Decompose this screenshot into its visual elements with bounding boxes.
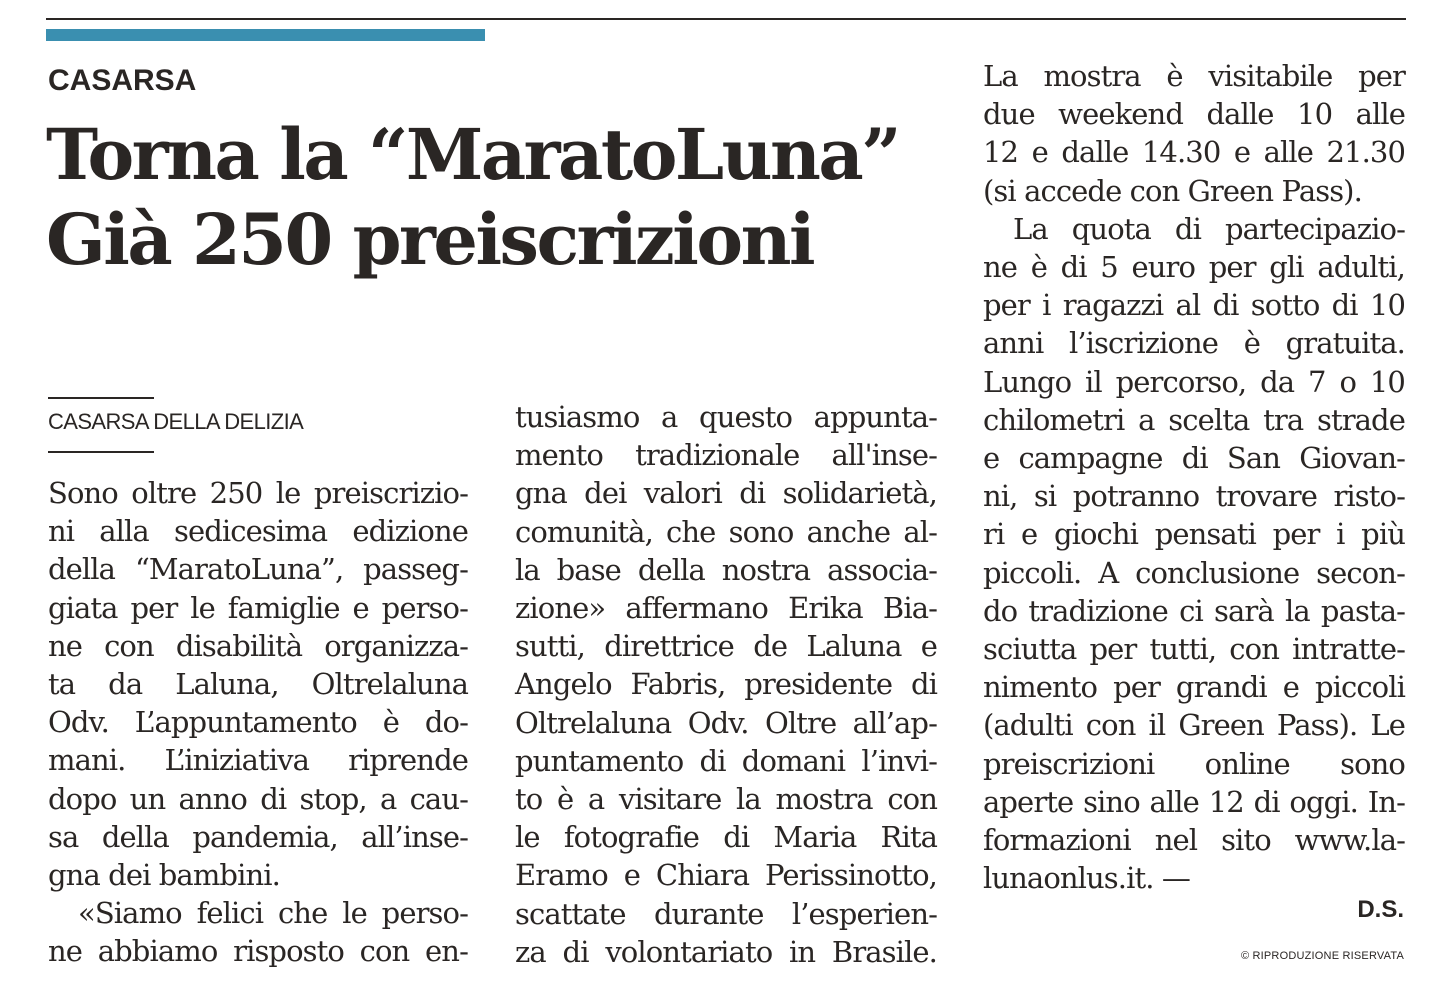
text-line: do tradizione ci sarà la pasta- [983, 593, 1405, 628]
section-kicker: CASARSA [48, 64, 197, 97]
text-line: puntamento di domani l’invi- [515, 743, 937, 778]
dateline-rule-bottom [48, 451, 154, 453]
headline [46, 112, 956, 282]
text-line: ri e giochi pensati per i più [983, 517, 1405, 552]
text-line: La mostra è visitabile per [983, 59, 1405, 93]
text-line: «Siamo felici che le perso- [78, 896, 468, 931]
text-line: dopo un anno di stop, a cau- [48, 781, 468, 816]
text-line: ni, si potranno trovare risto- [983, 479, 1405, 514]
article-column-2 [515, 398, 937, 971]
text-line: ni alla sedicesima edizione [48, 514, 468, 549]
text-line: della “MaratoLuna”, passeg- [48, 552, 468, 587]
text-line: nimento per grandi e piccoli [983, 670, 1405, 705]
text-line: e campagne di San Giovan- [983, 441, 1405, 476]
dateline: CASARSA DELLA DELIZIA [48, 409, 304, 434]
text-line: Oltrelaluna Odv. Oltre all’ap- [515, 705, 937, 740]
text-line: za di volontariato in Brasile. [515, 934, 937, 969]
text-line: (si accede con Green Pass). [983, 173, 1362, 208]
article-column-1 [48, 474, 468, 971]
text-line: ne con disabilità organizza- [48, 628, 468, 663]
text-line: sa della pandemia, all’inse- [48, 819, 468, 854]
top-rule [46, 18, 1406, 20]
text-line: tusiasmo a questo appunta- [515, 400, 937, 434]
text-line: lunaonlus.it. — [983, 861, 1190, 896]
text-line: Odv. L’appuntamento è do- [48, 705, 468, 740]
text-line: piccoli. A conclusione secon- [983, 555, 1405, 590]
text-line: chilometri a scelta tra strade [983, 402, 1405, 437]
text-line: gna dei valori di solidarietà, [515, 476, 937, 511]
text-line: Eramo e Chiara Perissinotto, [515, 858, 937, 893]
dateline-rule-top [48, 397, 154, 399]
text-line: due weekend dalle 10 alle [983, 97, 1405, 132]
article-column-3 [983, 57, 1405, 897]
text-line: scattate durante l’esperien- [515, 896, 937, 931]
text-line: gna dei bambini. [48, 858, 280, 893]
text-line: per i ragazzi al di sotto di 10 [983, 288, 1405, 323]
text-line: (adulti con il Green Pass). Le [983, 708, 1405, 743]
text-line: formazioni nel sito www.la- [983, 823, 1405, 858]
text-line: ne è di 5 euro per gli adulti, [983, 250, 1405, 285]
text-line: mento tradizionale all'inse- [515, 438, 937, 473]
text-line: sciutta per tutti, con intratte- [983, 632, 1405, 667]
text-line: aperte sino alle 12 di oggi. In- [983, 784, 1405, 819]
text-line: zione» affermano Erika Bia- [515, 591, 937, 626]
text-line: ne abbiamo risposto con en- [48, 934, 468, 969]
text-line: La quota di partecipazio- [1013, 211, 1405, 246]
text-line: le fotografie di Maria Rita [515, 820, 937, 855]
headline-line: Torna la “MaratoLuna” [46, 113, 900, 196]
text-line: comunità, che sono anche al- [515, 514, 937, 549]
text-line: Sono oltre 250 le preiscrizio- [48, 476, 468, 510]
text-line: ta da Laluna, Oltrelaluna [48, 667, 468, 702]
accent-bar [46, 29, 485, 41]
text-line: la base della nostra associa- [515, 552, 937, 587]
text-line: Lungo il percorso, da 7 o 10 [983, 364, 1405, 399]
headline-line: Già 250 preiscrizioni [46, 198, 814, 281]
text-line: giata per le famiglie e perso- [48, 590, 468, 625]
text-line: mani. L’iniziativa riprende [48, 743, 468, 778]
text-line: preiscrizioni online sono [983, 746, 1405, 781]
text-line: 12 e dalle 14.30 e alle 21.30 [983, 135, 1405, 170]
author-signature: D.S. [1357, 896, 1404, 923]
copyright-notice: © RIPRODUZIONE RISERVATA [1240, 950, 1404, 962]
text-line: Angelo Fabris, presidente di [515, 667, 937, 702]
text-line: sutti, direttrice de Laluna e [515, 629, 937, 664]
text-line: to è a visitare la mostra con [515, 782, 937, 817]
text-line: anni l’iscrizione è gratuita. [983, 326, 1405, 361]
